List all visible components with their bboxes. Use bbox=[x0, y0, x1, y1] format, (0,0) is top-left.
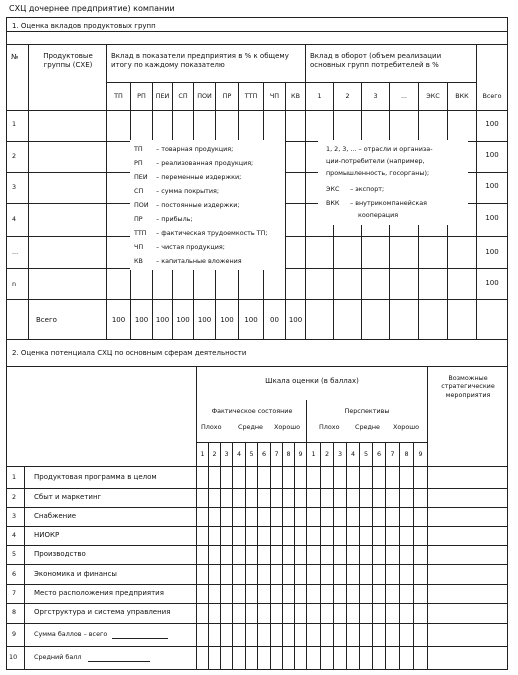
score-4: 4 bbox=[236, 450, 242, 458]
legend-text: промышленность, госорганы); bbox=[326, 169, 430, 177]
score-8: 8 bbox=[404, 450, 409, 458]
row-no: 2 bbox=[12, 152, 17, 160]
score-4: 4 bbox=[350, 450, 356, 458]
consumer-etc: ... bbox=[400, 92, 408, 100]
indicator-tp: ТП bbox=[114, 92, 123, 100]
section-2-title: 2. Оценка потенциала СХЦ по основным сферам деятельности bbox=[12, 349, 247, 357]
indicator-rp: РП bbox=[137, 92, 146, 100]
area-row-no: 2 bbox=[12, 493, 17, 501]
indicator-poi: ПОИ bbox=[197, 92, 212, 100]
area-row-label: Оргструктура и система управления bbox=[34, 608, 171, 616]
legend-text: – товарная продукция; bbox=[156, 145, 234, 153]
actual-state-header: Фактическое состояние bbox=[211, 407, 293, 415]
level-medium: Средне bbox=[355, 423, 380, 431]
legend-text: ции-потребители (например, bbox=[326, 157, 425, 165]
indicator-kv: КВ bbox=[291, 92, 300, 100]
area-row-no: 4 bbox=[12, 531, 17, 539]
total-value: 100 bbox=[176, 316, 190, 324]
consumer-vkk: ВКК bbox=[455, 92, 469, 100]
score-7: 7 bbox=[274, 450, 279, 458]
consumer-2: 2 bbox=[345, 92, 350, 100]
row-no: ... bbox=[12, 248, 19, 256]
total-value: 100 bbox=[220, 316, 234, 324]
prospects-header: Перспективы bbox=[344, 407, 390, 415]
row-no: 3 bbox=[12, 183, 17, 191]
section-1-title: 1. Оценка вкладов продуктовых групп bbox=[12, 22, 156, 30]
area-row-no: 6 bbox=[12, 570, 17, 578]
row-no: 1 bbox=[12, 120, 17, 128]
total-value: 100 bbox=[244, 316, 258, 324]
col-turnover-header: Вклад в оборот (объем реализации основных групп потребителей в % bbox=[310, 52, 442, 70]
level-bad: Плохо bbox=[201, 423, 222, 431]
row-total: 100 bbox=[485, 120, 499, 128]
row-total: 100 bbox=[485, 151, 499, 159]
total-row-label: Всего bbox=[36, 316, 57, 324]
area-row-no: 3 bbox=[12, 512, 17, 520]
score-2: 2 bbox=[212, 450, 217, 458]
score-3: 3 bbox=[224, 450, 229, 458]
row-total: 100 bbox=[485, 182, 499, 190]
indicator-sp: СП bbox=[178, 92, 188, 100]
col-total-header: Всего bbox=[482, 92, 502, 100]
sum-blank-line[interactable] bbox=[112, 638, 168, 639]
area-row-label: Экономика и финансы bbox=[34, 570, 117, 578]
row-no: n bbox=[12, 280, 17, 288]
level-bad: Плохо bbox=[319, 423, 340, 431]
indicator-pei: ПЕИ bbox=[155, 92, 170, 100]
total-value: 00 bbox=[270, 316, 279, 324]
legend-abbr: ПОИ bbox=[134, 201, 149, 209]
area-row-label: Производство bbox=[34, 550, 86, 558]
scale-title: Шкала оценки (в баллах) bbox=[265, 377, 359, 385]
indicator-pr: ПР bbox=[222, 92, 232, 100]
level-good: Хорошо bbox=[393, 423, 420, 431]
area-row-label: Продуктовая программа в целом bbox=[34, 473, 157, 481]
area-row-label: НИОКР bbox=[34, 531, 60, 539]
legend-text: – постоянные издержки; bbox=[156, 201, 240, 209]
legend-text: 1, 2, 3, ... – отрасли и организа- bbox=[326, 145, 433, 153]
area-row-label: Сбыт и маркетинг bbox=[34, 493, 102, 501]
indicator-ttp: ТТП bbox=[244, 92, 258, 100]
measures-header: Возможные стратегические мероприятия bbox=[441, 374, 495, 399]
score-1: 1 bbox=[200, 450, 205, 458]
indicator-legend bbox=[130, 140, 285, 270]
score-1: 1 bbox=[311, 450, 316, 458]
area-row-no: 9 bbox=[12, 630, 17, 638]
legend-text: – фактическая трудоемкость ТП; bbox=[156, 229, 268, 237]
col-contribution-header: Вклад в показатели предприятия в % к общему итогу по каждому показателю bbox=[111, 52, 289, 70]
legend-text: – переменные издержки; bbox=[156, 173, 242, 181]
legend-text: – прибыль; bbox=[156, 215, 193, 223]
row-no: 4 bbox=[12, 215, 17, 223]
row-total: 100 bbox=[485, 279, 499, 287]
score-6: 6 bbox=[376, 450, 382, 458]
legend-text: – экспорт; bbox=[350, 185, 385, 193]
consumer-1: 1 bbox=[317, 92, 322, 100]
legend-text: – сумма покрытия; bbox=[156, 187, 220, 195]
legend-abbr: РП bbox=[134, 159, 143, 167]
legend-abbr: ТП bbox=[134, 145, 143, 153]
legend-abbr: ТТП bbox=[134, 229, 147, 237]
consumer-3: 3 bbox=[373, 92, 378, 100]
consumer-export: ЭКС bbox=[426, 92, 440, 100]
total-value: 100 bbox=[111, 316, 126, 324]
form-title: СХЦ дочернее предприятие) компании bbox=[9, 4, 175, 13]
score-8: 8 bbox=[286, 450, 291, 458]
area-row-label: Место расположения предприятия bbox=[34, 589, 164, 597]
total-value: 100 bbox=[197, 316, 212, 324]
consumer-legend bbox=[318, 140, 468, 225]
score-9: 9 bbox=[418, 450, 423, 458]
area-row-no: 5 bbox=[12, 550, 17, 558]
score-7: 7 bbox=[390, 450, 395, 458]
legend-text: – внутрикомпанейская bbox=[350, 199, 427, 207]
col-groups-header: Продуктовые группы (СХЕ) bbox=[43, 52, 93, 70]
legend-text: – чистая продукция; bbox=[156, 243, 225, 251]
level-medium: Средне bbox=[238, 423, 263, 431]
score-2: 2 bbox=[324, 450, 330, 458]
legend-abbr: ВКК bbox=[326, 199, 340, 207]
legend-text: кооперация bbox=[358, 211, 399, 219]
legend-abbr: ПЕИ bbox=[134, 173, 148, 181]
total-value: 100 bbox=[134, 316, 149, 324]
row-total: 100 bbox=[485, 248, 499, 256]
area-row-label: Снабжение bbox=[34, 512, 77, 520]
score-6: 6 bbox=[261, 450, 267, 458]
legend-abbr: ЧП bbox=[134, 243, 144, 251]
area-row-no: 8 bbox=[12, 608, 17, 616]
area-row-no: 1 bbox=[12, 473, 17, 481]
score-5: 5 bbox=[249, 450, 254, 458]
legend-abbr: ПР bbox=[134, 215, 143, 223]
indicator-chp: ЧП bbox=[269, 92, 280, 100]
area-row-no: 10 bbox=[9, 653, 18, 661]
legend-abbr: КВ bbox=[134, 257, 143, 265]
total-value: 100 bbox=[288, 316, 303, 324]
legend-text: – реализованная продукция; bbox=[156, 159, 254, 167]
area-row-label: Сумма баллов – всего bbox=[34, 630, 108, 638]
area-row-label: Средний балл bbox=[34, 653, 82, 661]
col-no-header: № bbox=[11, 53, 19, 61]
legend-text: – капитальные вложения bbox=[156, 257, 242, 265]
score-5: 5 bbox=[363, 450, 369, 458]
area-row-no: 7 bbox=[12, 589, 17, 597]
average-blank-line[interactable] bbox=[88, 661, 150, 662]
total-value: 100 bbox=[155, 316, 170, 324]
level-good: Хорошо bbox=[274, 423, 301, 431]
score-3: 3 bbox=[337, 450, 343, 458]
score-9: 9 bbox=[298, 450, 303, 458]
legend-abbr: ЭКС bbox=[326, 185, 340, 193]
row-total: 100 bbox=[485, 214, 499, 222]
legend-abbr: СП bbox=[134, 187, 144, 195]
